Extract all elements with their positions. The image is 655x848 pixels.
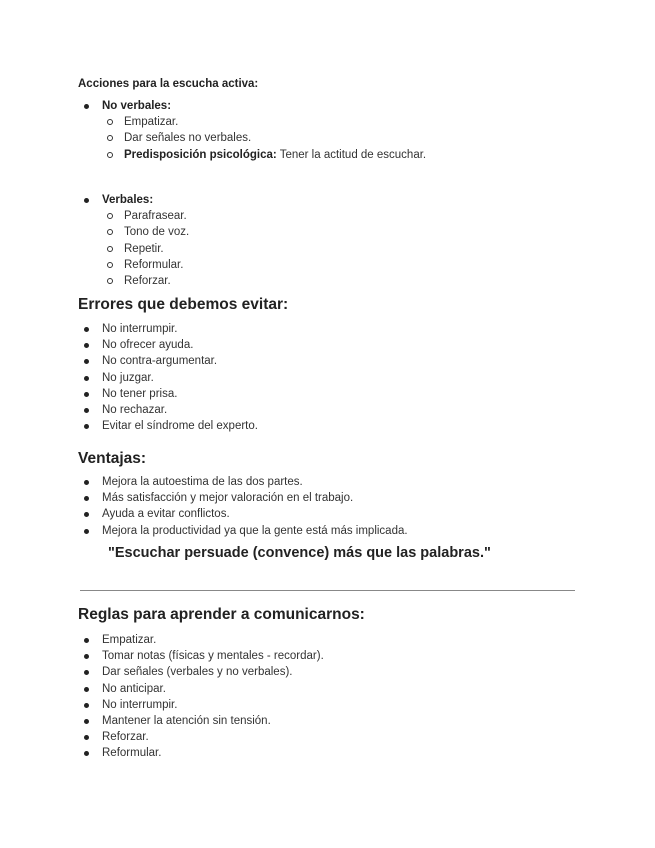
list-item: No anticipar. <box>78 681 324 697</box>
item-text: Repetir. <box>124 242 164 255</box>
list-item <box>102 241 189 257</box>
horizontal-divider <box>80 590 575 591</box>
quote-text: "Escuchar persuade (convence) más que las palabras." <box>108 545 491 561</box>
list-item: Ayuda a evitar conflictos. <box>78 506 408 522</box>
list-item <box>102 208 189 224</box>
list-item: No juzgar. <box>78 370 258 386</box>
list-item: No tener prisa. <box>78 386 258 402</box>
list-item <box>102 114 426 130</box>
item-text: Tono de voz. <box>124 226 190 239</box>
list-item: Más satisfacción y mejor valoración en el trabajo. <box>78 490 408 506</box>
list-item: Reforzar. <box>78 729 324 745</box>
item-text: Tener la actitud de escuchar. <box>276 148 427 161</box>
item-text: Parafrasear. <box>124 210 187 223</box>
list-item: Mejora la autoestima de las dos partes. <box>78 474 408 490</box>
sublist <box>102 208 189 289</box>
list-item <box>78 192 189 289</box>
heading-errores: Errores que debemos evitar: <box>78 296 289 313</box>
list-item: No interrumpir. <box>78 697 324 713</box>
list-verbales <box>78 192 189 289</box>
heading-ventajas: Ventajas: <box>78 450 147 467</box>
list-item: Mejora la productividad ya que la gente está más implicada. <box>78 523 408 539</box>
heading-reglas: Reglas para aprender a comunicarnos: <box>78 606 365 623</box>
list-no-verbales <box>78 98 426 163</box>
sublist <box>102 114 426 163</box>
item-text: Empatizar. <box>124 116 179 129</box>
list-item: No ofrecer ayuda. <box>78 337 258 353</box>
list-item: Reformular. <box>78 745 324 761</box>
item-text: Reformular. <box>124 258 184 271</box>
list-errores <box>78 321 258 434</box>
list-item: Evitar el síndrome del experto. <box>78 418 258 434</box>
list-item: Mantener la atención sin tensión. <box>78 713 324 729</box>
list-item: Dar señales (verbales y no verbales). <box>78 664 324 680</box>
item-text: Dar señales no verbales. <box>124 132 252 145</box>
list-item <box>102 130 426 146</box>
list-item <box>102 224 189 240</box>
list-item: No interrumpir. <box>78 321 258 337</box>
list-item: No contra-argumentar. <box>78 353 258 369</box>
list-reglas <box>78 632 324 762</box>
list-item: Tomar notas (físicas y mentales - recordar). <box>78 648 324 664</box>
group-label: Verbales: <box>102 194 154 206</box>
list-item <box>102 273 189 289</box>
group-label: No verbales: <box>102 100 172 112</box>
list-item <box>102 257 189 273</box>
section-heading-escucha-activa: Acciones para la escucha activa: <box>78 78 259 90</box>
list-item: No rechazar. <box>78 402 258 418</box>
list-ventajas <box>78 474 408 539</box>
item-text: Reforzar. <box>124 275 171 288</box>
list-item: Empatizar. <box>78 632 324 648</box>
list-item <box>102 147 426 163</box>
item-bold-text: Predisposición psicológica: <box>124 148 277 161</box>
list-item <box>78 98 426 163</box>
